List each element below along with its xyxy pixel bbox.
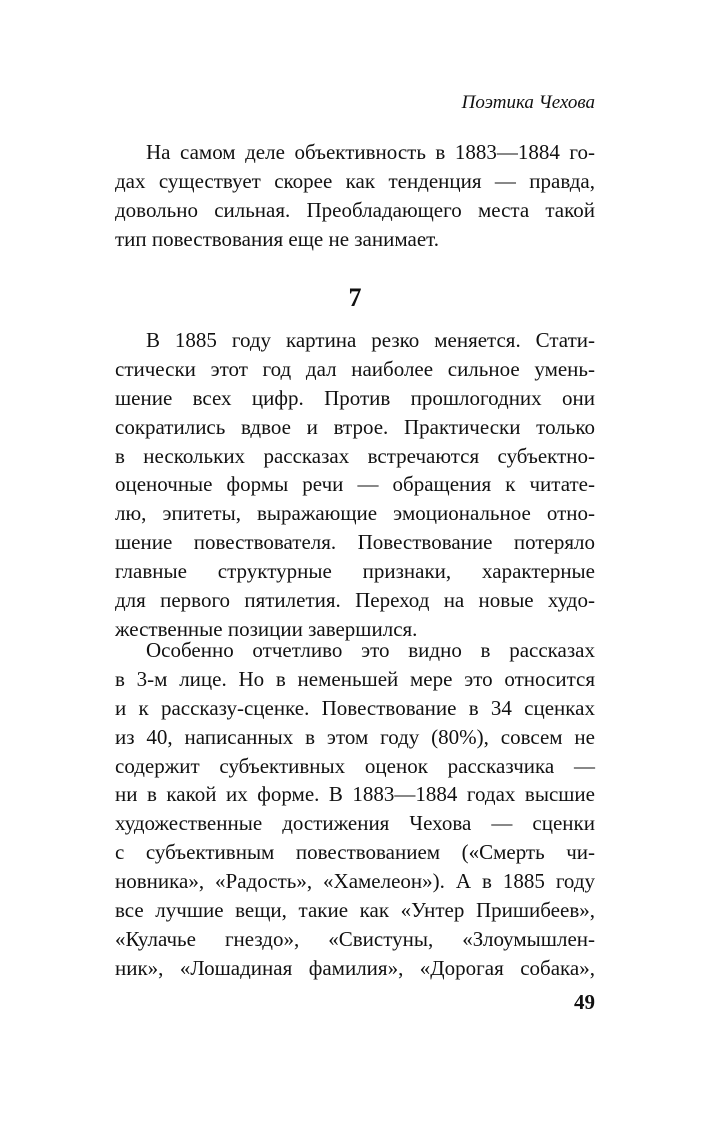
- text-line: для первого пятилетия. Переход на новые худо-: [115, 588, 595, 613]
- text-line: новника», «Радость», «Хамелеон»). А в 1885 году: [115, 869, 595, 894]
- text-line: художественные достижения Чехова — сценки: [115, 811, 595, 836]
- text-line: шение повествователя. Повествование потеряло: [115, 530, 595, 555]
- text-line: в нескольких рассказах встречаются субъектно-: [115, 443, 595, 468]
- text-line: стически этот год дал наиболее сильное умень-: [115, 356, 595, 381]
- text-line: и к рассказу-сценке. Повествование в 34 сценках: [115, 695, 595, 720]
- running-head: Поэтика Чехова: [461, 92, 595, 113]
- section-number: 7: [348, 283, 362, 312]
- text-line: В 1885 году картина резко меняется. Стати-: [146, 328, 595, 352]
- text-line: сократились вдвое и втрое. Практически только: [115, 414, 595, 439]
- paragraph-2: [115, 326, 595, 644]
- text-line: все лучшие вещи, такие как «Унтер Пришибеев»,: [115, 898, 595, 923]
- page-number: 49: [574, 990, 595, 1014]
- text-line: шение всех цифр. Против прошлогодних они: [115, 385, 595, 410]
- text-line: с субъективным повествованием («Смерть чи-: [115, 840, 595, 865]
- text-line: лю, эпитеты, выражающие эмоциональное отно-: [115, 501, 595, 526]
- text-line: оценочные формы речи — обращения к читате-: [115, 472, 595, 497]
- text-line: в 3-м лице. Но в неменьшей мере это относится: [115, 666, 595, 691]
- text-line: главные структурные признаки, характерные: [115, 559, 595, 584]
- text-line: Особенно отчетливо это видно в рассказах: [146, 638, 595, 662]
- paragraph-1: [115, 138, 595, 254]
- text-line: жественные позиции завершился.: [115, 616, 418, 641]
- text-line: ни в какой их форме. В 1883—1884 годах высшие: [115, 782, 595, 807]
- text-line: тип повествования еще не занимает.: [115, 226, 439, 251]
- text-line: довольно сильная. Преобладающего места такой: [115, 197, 595, 222]
- text-line: из 40, написанных в этом году (80%), совсем не: [115, 724, 595, 749]
- text-line: ник», «Лошадиная фамилия», «Дорогая собака»,: [115, 955, 595, 980]
- text-line: содержит субъективных оценок рассказчика —: [115, 753, 595, 778]
- text-line: дах существует скорее как тенденция — правда,: [115, 168, 595, 193]
- text-line: На самом деле объективность в 1883—1884 го-: [146, 140, 595, 164]
- paragraph-3: [115, 636, 595, 983]
- text-line: «Кулачье гнездо», «Свистуны, «Злоумышлен-: [115, 926, 595, 951]
